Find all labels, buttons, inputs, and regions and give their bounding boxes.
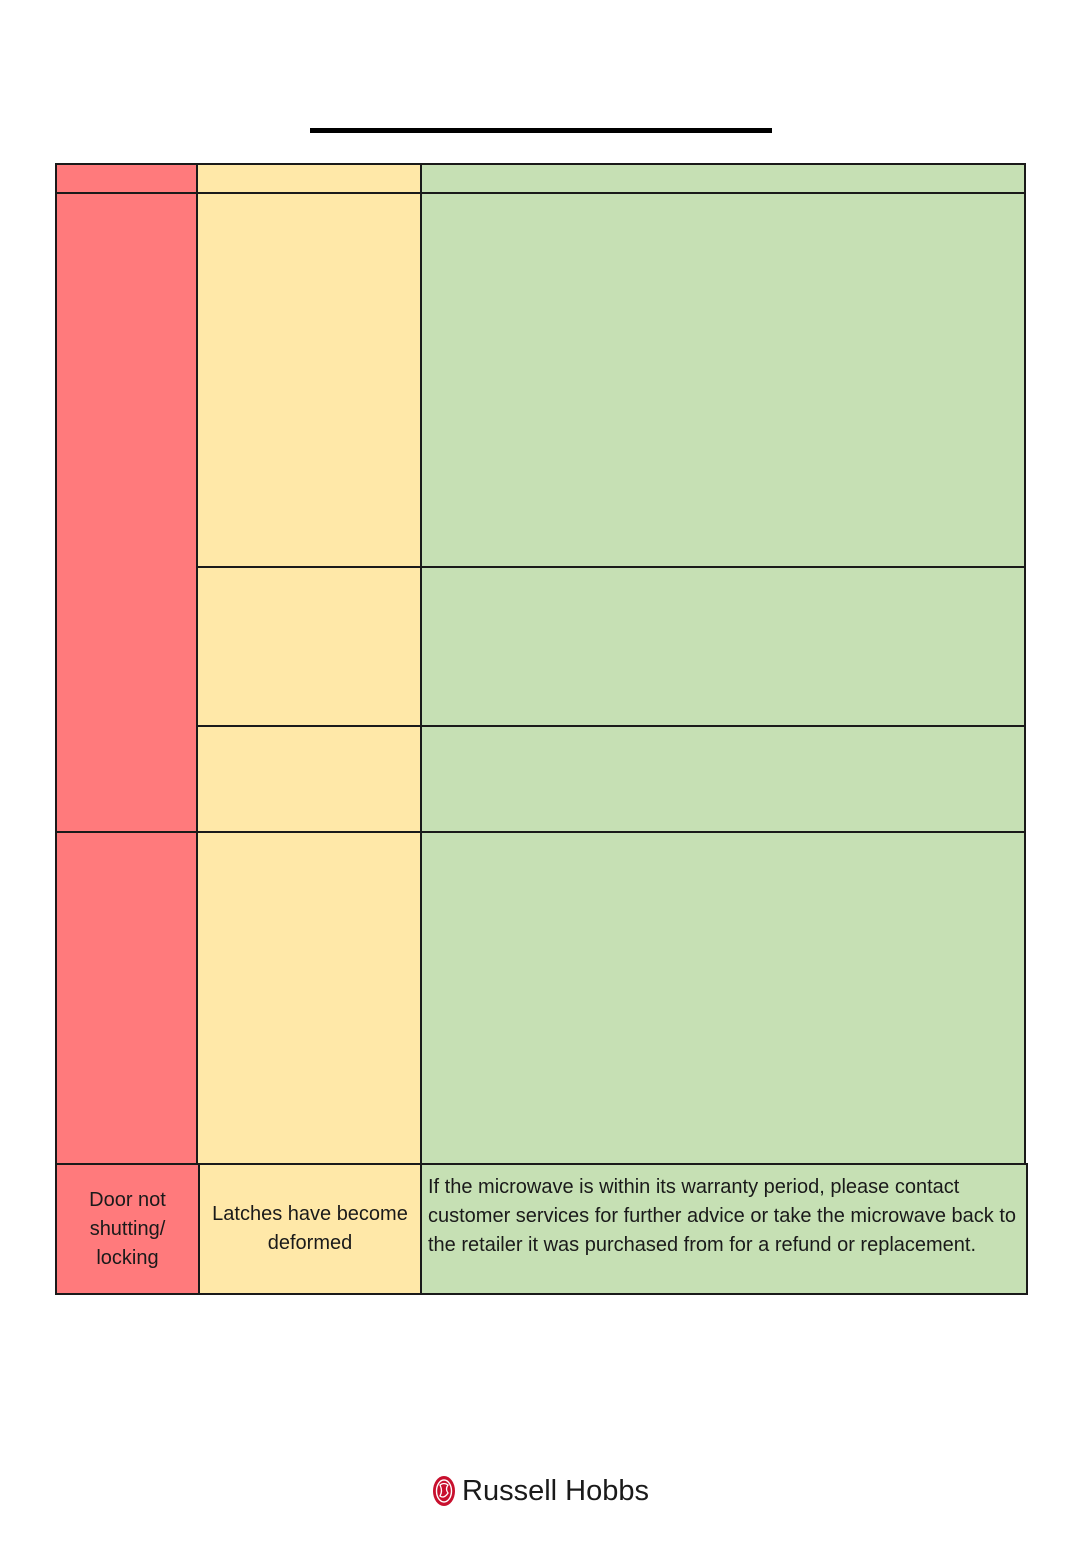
problem-text: Door not shutting/ locking bbox=[89, 1188, 166, 1269]
solution-cell-2 bbox=[420, 566, 1026, 727]
solution-cell-1 bbox=[420, 192, 1026, 568]
cause-cell-latches bbox=[198, 1163, 422, 1295]
solution-cell-4 bbox=[420, 831, 1026, 1165]
header-cell-cause bbox=[196, 163, 422, 194]
cause-cell-2 bbox=[196, 566, 422, 727]
solution-cell-warranty bbox=[420, 1163, 1028, 1295]
brand-logo bbox=[432, 1474, 649, 1508]
cause-text: Latches have become deformed bbox=[212, 1203, 408, 1254]
problem-cell-door-not-shutting bbox=[55, 1163, 200, 1295]
problem-cell-group-1 bbox=[55, 192, 198, 833]
brand-seal-icon bbox=[432, 1474, 456, 1508]
cause-cell-4 bbox=[196, 831, 422, 1165]
solution-text: If the microwave is within its warranty period, please contact customer services for further advice or take the microwave back to the retailer it was purchased from for a refund or replacement. bbox=[428, 1176, 1017, 1256]
solution-cell-3 bbox=[420, 725, 1026, 833]
problem-cell-group-2 bbox=[55, 831, 198, 1165]
cause-cell-3 bbox=[196, 725, 422, 833]
header-cell-problem bbox=[55, 163, 198, 194]
header-cell-solution bbox=[420, 163, 1026, 194]
cause-cell-1 bbox=[196, 192, 422, 568]
brand-name: Russell Hobbs bbox=[462, 1474, 649, 1507]
